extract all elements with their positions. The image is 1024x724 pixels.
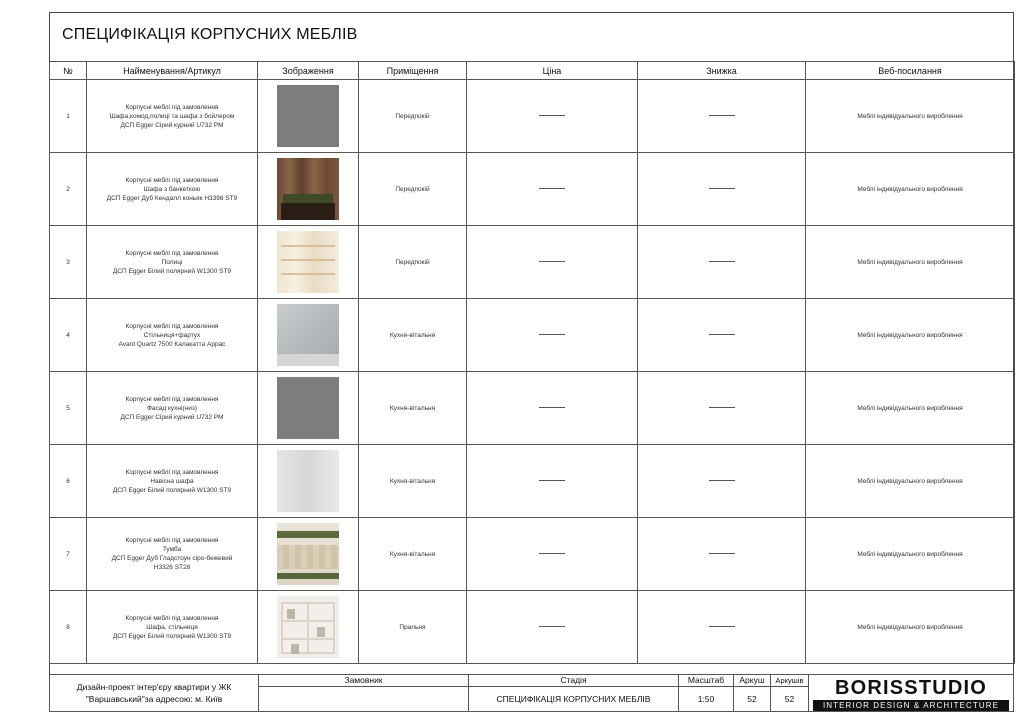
marble-countertop-image — [277, 304, 339, 366]
grey-panel-swatch-image — [277, 85, 339, 147]
row-price — [467, 518, 638, 591]
row-price — [467, 80, 638, 153]
project-line: Дизайн-проект інтер'єру квартири у ЖК — [76, 682, 232, 692]
title-block — [49, 674, 1014, 712]
row-name — [87, 445, 258, 518]
name-line: Шафа з банкеткою — [143, 185, 201, 193]
laundry-cabinet-image — [277, 596, 339, 658]
logo-tagline: INTERIOR DESIGN & ARCHITECTURE — [813, 700, 1009, 711]
table-row — [50, 153, 1015, 226]
stage-value: СПЕЦИФІКАЦІЯ КОРПУСНИХ МЕБЛІВ — [496, 693, 651, 704]
row-discount — [638, 299, 806, 372]
table-row — [50, 372, 1015, 445]
empty-dash — [539, 407, 565, 408]
header-image: Зображення — [258, 62, 359, 80]
row-web-link: Меблі індивідуального вироблення — [806, 226, 1015, 299]
empty-dash — [709, 553, 735, 554]
empty-dash — [539, 115, 565, 116]
tumba-cabinet-image — [277, 523, 339, 585]
sheets-total-label: Аркушів — [771, 675, 808, 687]
row-name — [87, 153, 258, 226]
name-line: Корпусні меблі під замовлення — [125, 322, 219, 330]
row-name — [87, 226, 258, 299]
empty-dash — [539, 480, 565, 481]
row-image — [258, 226, 359, 299]
name-line: ДСП Egger Дуб Кендалл коньяк H3398 ST9 — [106, 194, 238, 202]
name-line: ДСП Egger Білий полярний W1300 ST9 — [112, 486, 232, 494]
header-number: № — [50, 62, 87, 80]
name-line: H3326 ST28 — [153, 564, 191, 571]
row-price — [467, 372, 638, 445]
row-number: 6 — [50, 445, 87, 518]
table-row — [50, 591, 1015, 664]
row-web-link: Меблі індивідуального вироблення — [806, 372, 1015, 445]
name-line: ДСП Egger Дуб Гладстоун сіро-бежевий — [111, 555, 233, 562]
name-line: ДСП Egger Сірий курний U732 PM — [120, 121, 224, 129]
specification-table — [49, 61, 1015, 664]
table-row — [50, 226, 1015, 299]
empty-dash — [709, 626, 735, 627]
name-line: Корпусні меблі під замовлення — [125, 249, 219, 257]
empty-dash — [539, 553, 565, 554]
white-panel-swatch-image — [277, 450, 339, 512]
row-image — [258, 299, 359, 372]
name-line: Шафа, стільниця — [146, 623, 198, 631]
wood-wardrobe-image — [277, 158, 339, 220]
row-name — [87, 518, 258, 591]
row-web-link: Меблі індивідуального вироблення — [806, 518, 1015, 591]
stage-cell — [468, 674, 679, 712]
name-line: Корпусні меблі під замовлення — [125, 395, 219, 403]
empty-dash — [539, 626, 565, 627]
row-web-link: Меблі індивідуального вироблення — [806, 445, 1015, 518]
project-line: "Варшавський"за адресою: м. Київ — [85, 694, 223, 704]
row-discount — [638, 226, 806, 299]
name-line: Корпусні меблі під замовлення — [125, 176, 219, 184]
row-room: Передпокій — [359, 226, 467, 299]
row-image — [258, 445, 359, 518]
row-price — [467, 445, 638, 518]
sheet-value: 52 — [747, 693, 757, 704]
table-header-row — [50, 62, 1015, 80]
empty-dash — [539, 188, 565, 189]
name-line: Навісна шафа — [150, 477, 194, 485]
row-number: 1 — [50, 80, 87, 153]
row-image — [258, 372, 359, 445]
name-line: Полиці — [161, 258, 183, 266]
row-discount — [638, 80, 806, 153]
grey-panel-swatch-image — [277, 377, 339, 439]
row-discount — [638, 518, 806, 591]
stage-label: Стадія — [469, 675, 678, 687]
table-row — [50, 518, 1015, 591]
document-title: СПЕЦИФІКАЦІЯ КОРПУСНИХ МЕБЛІВ — [62, 26, 358, 43]
empty-dash — [709, 115, 735, 116]
row-discount — [638, 372, 806, 445]
row-discount — [638, 591, 806, 664]
row-name — [87, 591, 258, 664]
row-price — [467, 153, 638, 226]
name-line: Шафа,комод,полиці та шафа з бойлером — [109, 112, 235, 120]
project-description — [49, 674, 259, 712]
row-room: Передпокій — [359, 153, 467, 226]
name-line: Корпусні меблі під замовлення — [125, 537, 219, 544]
row-name — [87, 372, 258, 445]
table-row — [50, 299, 1015, 372]
row-image — [258, 518, 359, 591]
empty-dash — [709, 407, 735, 408]
empty-dash — [709, 188, 735, 189]
row-price — [467, 226, 638, 299]
table-row — [50, 445, 1015, 518]
row-image — [258, 153, 359, 226]
header-web-link: Веб-посилання — [806, 62, 1015, 80]
row-number: 5 — [50, 372, 87, 445]
row-room: Кухня-вітальня — [359, 518, 467, 591]
empty-dash — [539, 334, 565, 335]
row-web-link: Меблі індивідуального вироблення — [806, 299, 1015, 372]
client-label: Замовник — [259, 675, 468, 687]
sheet-cell — [733, 674, 771, 712]
client-cell — [258, 674, 469, 712]
row-discount — [638, 153, 806, 226]
row-room: Передпокій — [359, 80, 467, 153]
header-name: Найменування/Артикул — [87, 62, 258, 80]
row-price — [467, 591, 638, 664]
header-discount: Знижка — [638, 62, 806, 80]
row-web-link: Меблі індивідуального вироблення — [806, 80, 1015, 153]
name-line: Тумба — [162, 546, 182, 553]
name-line: ДСП Egger Сірий курний U732 PM — [120, 413, 224, 421]
empty-dash — [709, 261, 735, 262]
row-name — [87, 80, 258, 153]
row-room: Кухня-вітальня — [359, 299, 467, 372]
row-web-link: Меблі індивідуального вироблення — [806, 153, 1015, 226]
empty-dash — [539, 261, 565, 262]
name-line: Корпусні меблі під замовлення — [125, 103, 219, 111]
row-number: 2 — [50, 153, 87, 226]
row-image — [258, 591, 359, 664]
client-value — [259, 686, 468, 711]
logo-name: BORISSTUDIO — [834, 677, 988, 699]
row-name — [87, 299, 258, 372]
row-room: Кухня-вітальня — [359, 445, 467, 518]
name-line: ДСП Egger Білий полярний W1300 ST9 — [112, 632, 232, 640]
name-line: Фасад кухні(низ) — [146, 404, 197, 412]
header-price: Ціна — [467, 62, 638, 80]
name-line: Корпусні меблі під замовлення — [125, 468, 219, 476]
empty-dash — [709, 480, 735, 481]
name-line: Avant Quartz 7500 Калакатта Аррас — [118, 340, 226, 348]
scale-label: Масштаб — [679, 675, 733, 687]
row-number: 8 — [50, 591, 87, 664]
shelves-image — [277, 231, 339, 293]
row-web-link: Меблі індивідуального вироблення — [806, 591, 1015, 664]
name-line: Стільниця+фартух — [143, 331, 201, 339]
header-room: Приміщення — [359, 62, 467, 80]
row-number: 4 — [50, 299, 87, 372]
sheets-total-value: 52 — [784, 693, 795, 704]
sheet-label: Аркуш — [734, 675, 770, 687]
name-line: Корпусні меблі під замовлення — [125, 614, 219, 622]
row-room: Пральня — [359, 591, 467, 664]
row-number: 3 — [50, 226, 87, 299]
scale-cell — [678, 674, 734, 712]
row-number: 7 — [50, 518, 87, 591]
row-price — [467, 299, 638, 372]
row-room: Кухня-вітальня — [359, 372, 467, 445]
row-discount — [638, 445, 806, 518]
studio-logo — [808, 674, 1014, 712]
scale-value: 1:50 — [697, 693, 715, 704]
empty-dash — [709, 334, 735, 335]
name-line: ДСП Egger Білий полярний W1300 ST9 — [112, 267, 232, 275]
sheets-total-cell — [770, 674, 809, 712]
table-row — [50, 80, 1015, 153]
row-image — [258, 80, 359, 153]
